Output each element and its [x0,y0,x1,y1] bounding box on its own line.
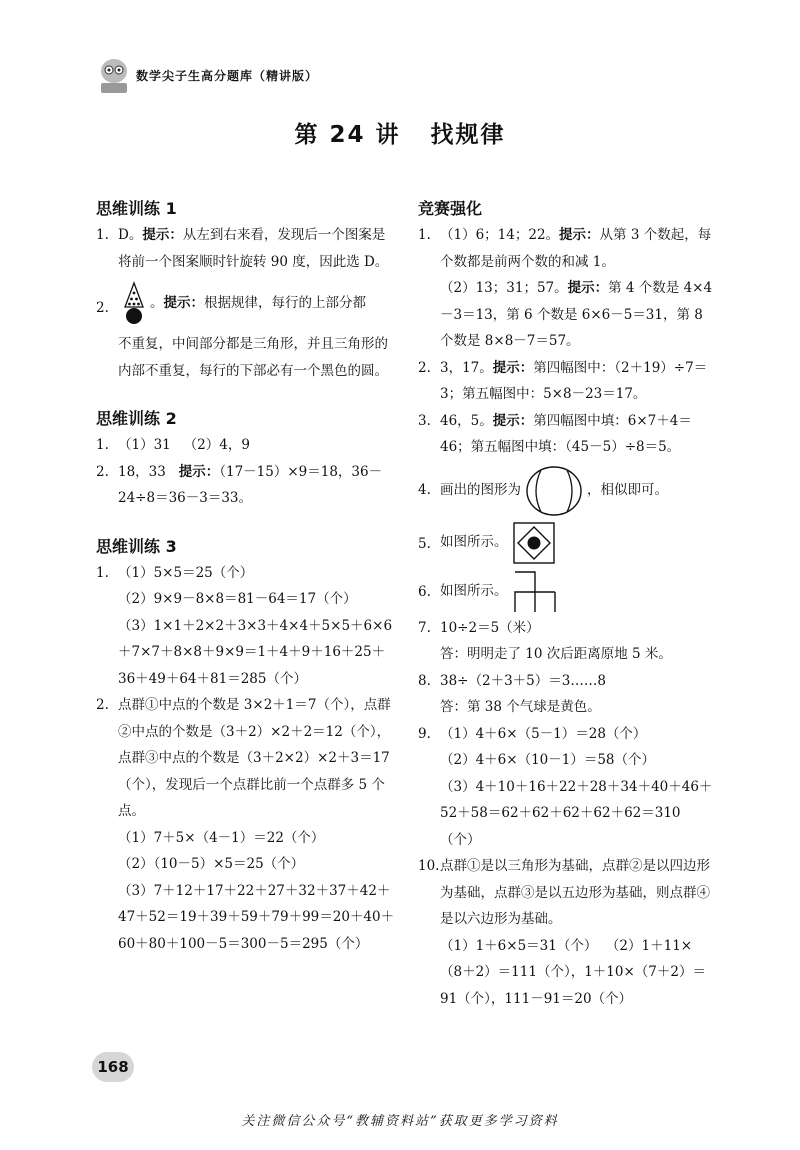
answer-line: （2）9×9－8×8＝81－64＝17（个） [118,591,357,607]
answer-item [418,615,714,668]
answer-number: 6. [418,583,431,600]
left-column [96,196,396,957]
answer-text: 3，17。 [440,359,493,376]
section-heading: 思维训练 2 [96,409,177,428]
lecture-title: 第 24 讲 找规律 [294,122,506,148]
answer-line: （3）4＋10＋16＋22＋28＋34＋40＋46＋52＋58＝62＋62＋62＋62＋62＝310（个） [440,778,713,848]
answer-number: 10. [418,858,440,874]
answer-item [418,222,714,355]
answer-item [96,692,396,957]
answer-number: 1. [96,564,109,581]
answer-number: 3. [418,412,431,429]
answer-item [418,521,714,565]
section-heading: 思维训练 1 [96,199,177,218]
diamond-square-figure [512,521,556,565]
answer-line: 38÷（2＋3＋5）＝3……8 [440,672,606,689]
section-heading: 思维训练 3 [96,536,177,556]
hint-label: 提示： [163,294,204,311]
answer-line: （1）5×5＝25（个） [118,564,254,581]
answer-item [96,560,396,693]
answer-number: 4. [418,481,431,498]
hint-label: 提示： [559,227,600,243]
answer-text: D。 [118,227,143,243]
swastika-like-figure [512,569,558,615]
answer-item [418,721,714,854]
answer-text: 从左到右来看，发现后一个图案是将前一个图案顺时针旋转 90 度，因此选 D。 [118,227,389,270]
answer-number: 9. [418,725,431,742]
right-column [418,196,714,1012]
answer-text: 第四幅图中填：6×7＋4＝46；第五幅图中填：（45－5）÷8＝5。 [440,412,692,455]
answer-text: 从第 3 个数起，每个数都是前两个数的和减 1。 [440,227,712,270]
hint-label: 提示： [142,227,183,243]
hint-label: 提示： [178,463,220,480]
answer-item [418,853,714,1012]
book-title: 数学尖子生高分题库（精讲版） [136,69,319,83]
answer-number: 2. [418,359,431,376]
answer-item [418,668,714,721]
section-heading: 竞赛强化 [418,199,483,218]
triangle-circle-figure [122,281,146,325]
answer-line: （2）4＋6×（10－1）＝58（个） [440,752,656,768]
answer-text: 第 4 个数是 4×4－3＝13，第 6 个数是 6×6－5＝31，第 8 个数是 8×8－7＝57。 [440,280,713,349]
footer-note: 关注微信公众号“教辅资料站”获取更多学习资料 [241,1114,559,1129]
answer-line: （3）7＋12＋17＋22＋27＋32＋37＋42＋47＋52＝19＋39＋59＋79＋99＝20＋40＋60＋80＋100－5＝300－5＝295（个） [118,882,395,952]
answer-number: 8. [418,672,431,689]
ball-figure [525,465,583,517]
answer-text: 根据规律，每行的上部分都 [204,294,366,311]
answer-line: （3）1×1＋2×2＋3×3＋4×4＋5×5＋6×6＋7×7＋8×8＋9×9＝1＋4＋9＋16＋25＋36＋49＋64＋81＝285（个） [118,617,393,687]
answer-text: 如图所示。 [440,583,508,600]
answer-text: （17－15）×9＝18，36－24÷8＝36－3＝33。 [118,463,383,506]
answer-line: 答：明明走了 10 次后距离原地 5 米。 [440,646,672,662]
answer-item [418,465,714,517]
answer-item [418,569,714,615]
answer-number: 1. [96,227,109,243]
answer-item [96,222,396,275]
answer-line: （1）1＋6×5＝31（个） （2）1＋11×（8＋2）＝111（个），1＋10×（7＋2）＝91（个），111－91＝20（个） [440,937,706,1007]
answer-number: 2. [96,300,109,316]
answer-item [418,355,714,408]
answer-number: 2. [96,697,109,713]
answer-item [96,459,396,512]
hint-label: 提示： [567,280,609,296]
answer-text: 如图所示。 [440,534,508,551]
answer-text: 不重复，中间部分都是三角形，并且三角形的内部不重复，每行的下部必有一个黑色的圆。 [118,336,388,379]
hint-label: 提示： [492,412,534,429]
answer-text: 点群①是以三角形为基础，点群②是以四边形为基础，点群③是以五边形为基础，则点群④是以六边形为基础。 [440,858,710,927]
answer-line: 10÷2＝5（米） [440,619,540,636]
answer-line: 答：第 38 个气球是黄色。 [440,699,601,715]
answer-text: 点群①中点的个数是 3×2＋1＝7（个），点群②中点的个数是（3＋2）×2＋2＝12（个），点群③中点的个数是（3＋2×2）×2＋3＝17（个），发现后一个点群比前一个点群多 5 个点。 [118,697,391,819]
answer-number: 7. [418,619,431,636]
answer-number: 1. [96,437,109,453]
answer-line: （2）（10－5）×5＝25（个） [118,856,305,872]
page-number: 168 [92,1052,134,1082]
answer-line: （1）4＋6×（5－1）＝28（个） [440,725,647,742]
answer-text: （1）6；14；22。 [440,227,560,243]
answer-text: 画出的图形为 [440,482,521,499]
answer-item [418,408,714,461]
answer-text: 46，5。 [440,412,493,429]
answer-item [96,281,396,384]
answer-text: 第四幅图中：（2＋19）÷7＝3；第五幅图中：5×8－23＝17。 [440,359,708,402]
answer-text: （1）31 （2）4，9 [118,437,250,453]
answer-line: （1）7＋5×（4－1）＝22（个） [118,829,325,846]
answer-number: 2. [96,463,109,480]
hint-label: 提示： [492,359,534,376]
answer-item [96,432,396,459]
mascot-icon [96,55,132,95]
answer-text: 18，33 [118,463,179,480]
answer-text: 。 [150,294,164,311]
answer-number: 5. [418,535,431,552]
answer-text: （2）13；31；57。 [440,280,568,296]
answer-text: ，相似即可。 [587,482,668,499]
answer-number: 1. [418,227,431,243]
